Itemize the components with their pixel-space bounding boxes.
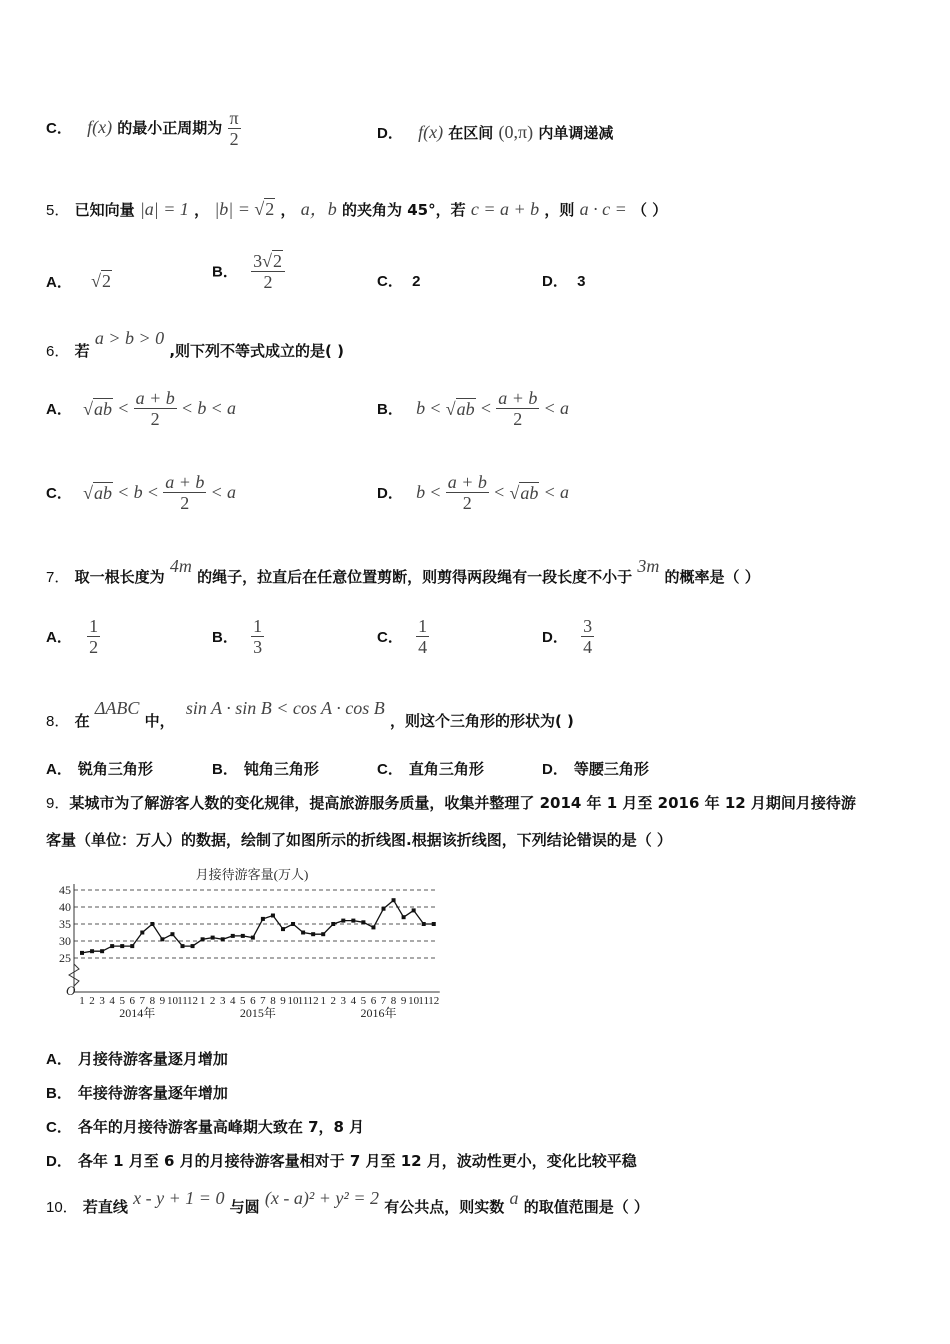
y-tick-label: 45: [59, 883, 71, 897]
x-tick-label: 12: [187, 995, 199, 1007]
math-4m: 4m: [169, 556, 192, 576]
option-label: A．: [46, 629, 72, 646]
q8-option-b[interactable]: [212, 758, 319, 779]
math-var: b: [133, 482, 143, 502]
x-tick-label: 3: [219, 995, 226, 1007]
data-point: [100, 949, 104, 953]
option-label: B．: [46, 1085, 72, 1102]
q8-option-d[interactable]: [542, 758, 649, 779]
option-label: C．: [46, 1119, 72, 1136]
data-point: [160, 937, 164, 941]
option-label: A．: [46, 1051, 72, 1068]
data-point: [191, 944, 195, 948]
q5-option-c[interactable]: [377, 270, 420, 291]
y-tick-label: 30: [59, 934, 71, 948]
math-var: b: [416, 482, 426, 502]
option-label: B．: [212, 263, 238, 281]
data-point: [392, 898, 396, 902]
x-tick-label: 2: [89, 995, 95, 1007]
y-tick-label: 25: [59, 951, 71, 965]
x-tick-label: 9: [400, 995, 407, 1007]
q6-option-c[interactable]: [46, 472, 236, 513]
data-point: [110, 944, 114, 948]
x-tick-label: 3: [340, 995, 347, 1007]
fraction-mean: $\frac{a + b}{2}$: [498, 388, 538, 429]
data-point: [311, 932, 315, 936]
math-condition: a > b > 0: [94, 328, 165, 348]
math-c-def: c = a + b: [470, 199, 540, 219]
q7-option-a[interactable]: [46, 616, 100, 657]
year-label: 2016年: [360, 1006, 397, 1020]
fraction-mean: $\frac{a + b}{2}$: [135, 388, 175, 429]
data-point: [271, 914, 275, 918]
option-text: 等腰三角形: [573, 760, 649, 778]
option-text: 钝角三角形: [243, 760, 319, 778]
q8-option-c[interactable]: [377, 758, 484, 779]
x-tick-label: 9: [280, 995, 286, 1007]
option-label: B．: [377, 401, 403, 418]
math-norm-a: |a| = 1: [139, 199, 189, 219]
math-op: <: [544, 398, 555, 418]
q6-stem: [46, 328, 344, 361]
q9-option-b[interactable]: [46, 1082, 228, 1103]
x-tick-label: 1: [199, 995, 206, 1007]
x-tick-label: 8: [390, 995, 397, 1007]
x-tick-label: 6: [370, 995, 377, 1007]
math-inequality: sin A · sin B < cos A · cos B: [185, 698, 385, 718]
x-tick-label: 9: [159, 995, 166, 1007]
x-tick-label: 1: [320, 995, 326, 1007]
data-point: [170, 932, 174, 936]
x-tick-label: 4: [350, 995, 357, 1007]
math-sqrt2: √2: [91, 271, 111, 291]
option-label: D．: [542, 761, 568, 778]
math-var: b: [197, 398, 207, 418]
x-tick-label: 10: [166, 995, 178, 1007]
q9-stem-line2: [46, 829, 672, 850]
q6-option-b[interactable]: [377, 388, 569, 429]
q5-option-a[interactable]: [46, 270, 112, 292]
stem-text: 若: [74, 342, 90, 360]
math-op: <: [211, 398, 222, 418]
data-point: [371, 925, 375, 929]
math-var: a: [227, 482, 236, 502]
question-number: 5．: [46, 202, 70, 219]
data-point: [120, 944, 124, 948]
x-tick-label: 5: [360, 995, 367, 1007]
data-point: [432, 922, 436, 926]
x-tick-label: 7: [380, 995, 387, 1007]
y-tick-label: 40: [59, 900, 71, 914]
q5-option-b[interactable]: [212, 250, 285, 292]
question-number: 7．: [46, 569, 70, 586]
q9-option-c[interactable]: [46, 1116, 364, 1137]
x-tick-label: 5: [119, 995, 125, 1007]
question-number: 10．: [46, 1199, 78, 1216]
q7-option-c[interactable]: [377, 616, 429, 657]
option-label: C．: [377, 273, 403, 290]
math-dot: a · c =: [579, 199, 627, 219]
question-number: 6．: [46, 343, 70, 360]
q7-option-d[interactable]: [542, 616, 594, 657]
x-tick-label: 7: [139, 995, 146, 1007]
option-label: A．: [46, 274, 72, 291]
option-label: D．: [377, 485, 403, 502]
data-point: [211, 936, 215, 940]
chart-title: 月接待游客量(万人): [195, 867, 309, 882]
stem-text: ，则: [544, 201, 575, 219]
fraction: $\frac{1}{3}$: [253, 616, 263, 657]
data-point: [241, 934, 245, 938]
data-point: [80, 951, 84, 955]
stem-text: 与圆: [229, 1198, 260, 1216]
question-number: 9．: [46, 795, 70, 812]
x-tick-label: 4: [230, 995, 236, 1007]
option-text: 在区间: [448, 124, 494, 142]
stem-text: ，: [280, 201, 296, 219]
x-tick-label: 2: [330, 995, 336, 1007]
fraction: $\frac{3}{4}$: [583, 616, 593, 657]
stem-text: 取一根长度为: [74, 568, 165, 586]
math-expr: √ab: [83, 398, 112, 419]
math-op: <: [430, 482, 441, 502]
math-op: <: [211, 482, 222, 502]
q5-stem: [46, 195, 667, 221]
x-tick-label: 2: [209, 995, 216, 1007]
fraction-pi-over-2: $\frac{\pi}{2}$: [229, 108, 239, 149]
stem-text: 中，: [144, 712, 175, 730]
math-var: a: [560, 482, 569, 502]
math-var: b: [416, 398, 426, 418]
question-number: 8．: [46, 713, 70, 730]
q9-option-d[interactable]: [46, 1150, 637, 1171]
math-fx: f(x): [87, 117, 113, 137]
year-label: 2015年: [239, 1006, 276, 1020]
q5-option-d[interactable]: [542, 270, 585, 291]
q6-option-d[interactable]: [377, 472, 569, 513]
data-point: [341, 919, 345, 923]
x-tick-label: 11: [177, 995, 188, 1007]
q9-option-a[interactable]: [46, 1048, 228, 1069]
data-point: [140, 931, 144, 935]
y-tick-label: 35: [59, 917, 71, 931]
fraction-mean: $\frac{a + b}{2}$: [165, 472, 205, 513]
math-op: <: [544, 482, 555, 502]
data-point: [181, 944, 185, 948]
math-var: a: [227, 398, 236, 418]
math-op: <: [118, 482, 129, 502]
data-point: [130, 944, 134, 948]
math-expr: √ab: [445, 398, 475, 419]
option-value: 2: [412, 273, 421, 290]
q7-stem: [46, 556, 760, 587]
option-text: 的最小正周期为: [117, 119, 223, 137]
math-norm-b: |b| = √2: [214, 199, 275, 219]
x-tick-label: 6: [250, 995, 256, 1007]
math-circle: (x - a)² + y² = 2: [264, 1188, 379, 1208]
x-tick-label: 12: [307, 995, 319, 1007]
data-point: [382, 907, 386, 911]
data-point: [321, 932, 325, 936]
data-point: [331, 922, 335, 926]
q7-option-b[interactable]: [212, 616, 264, 657]
option-text: 月接待游客量逐月增加: [77, 1050, 228, 1068]
math-fx: f(x): [418, 122, 444, 142]
q8-option-a[interactable]: [46, 758, 153, 779]
math-op: <: [147, 482, 158, 502]
data-point: [231, 934, 235, 938]
option-label: C．: [377, 761, 403, 778]
data-point: [301, 931, 305, 935]
data-point: [221, 937, 225, 941]
q9-stem-line1: [46, 792, 856, 813]
x-tick-label: 6: [129, 995, 135, 1007]
x-tick-label: 11: [418, 995, 429, 1007]
fraction-3sqrt2-over-2: $\frac{3√2}{2}$: [251, 250, 285, 292]
q10-stem: [46, 1188, 649, 1217]
option-value: 3: [577, 273, 586, 290]
stem-text: ，则这个三角形的形状为( ): [389, 712, 574, 730]
data-point: [291, 922, 295, 926]
option-label: D．: [46, 1153, 72, 1170]
math-var: a: [509, 1188, 519, 1208]
data-point: [422, 922, 426, 926]
stem-text: 的绳子，拉直后在任意位置剪断，则剪得两段绳有一段长度不小于: [197, 568, 633, 586]
math-var: a: [560, 398, 569, 418]
data-point: [351, 919, 355, 923]
data-point: [261, 917, 265, 921]
option-label: A．: [46, 401, 72, 418]
x-tick-label: 1: [79, 995, 85, 1007]
option-label: A．: [46, 761, 72, 778]
x-tick-label: 4: [109, 995, 115, 1007]
fraction: $\frac{1}{4}$: [418, 616, 428, 657]
option-text: 锐角三角形: [77, 760, 153, 778]
chart-origin-label: O: [66, 983, 76, 998]
answer-blank: （ ）: [632, 201, 668, 219]
math-expr: √ab: [83, 482, 112, 503]
option-text: 各年的月接待游客量高峰期大致在 7，8 月: [77, 1118, 365, 1136]
stem-text: ,则下列不等式成立的是( ): [169, 342, 344, 360]
option-label: C．: [46, 120, 72, 137]
stem-text: ，: [194, 201, 210, 219]
stem-text: 有公共点，则实数: [384, 1198, 505, 1216]
data-point: [251, 936, 255, 940]
q8-stem: [46, 698, 574, 731]
math-op: <: [430, 398, 441, 418]
x-tick-label: 5: [240, 995, 246, 1007]
option-text: 直角三角形: [408, 760, 484, 778]
stem-text: 的夹角为 45°，若: [342, 201, 466, 219]
q4-option-d[interactable]: [377, 122, 613, 143]
year-label: 2014年: [119, 1006, 156, 1020]
x-tick-label: 10: [287, 995, 299, 1007]
math-op: <: [181, 398, 193, 418]
math-triangle: ΔABC: [94, 698, 140, 718]
math-expr: √ab: [509, 482, 539, 503]
x-tick-label: 7: [260, 995, 266, 1007]
math-line: x - y + 1 = 0: [133, 1188, 225, 1208]
x-tick-label: 10: [408, 995, 420, 1007]
data-point: [412, 908, 416, 912]
data-point: [90, 949, 94, 953]
data-point: [201, 937, 205, 941]
option-text: 各年 1 月至 6 月的月接待游客量相对于 7 月至 12 月，波动性更小，变化比较平稳: [77, 1152, 637, 1170]
option-text: 年接待游客量逐年增加: [77, 1084, 228, 1102]
q6-option-a[interactable]: [46, 388, 236, 429]
stem-text: 某城市为了解游客人数的变化规律，提高旅游服务质量，收集并整理了 2014 年 1 月至 2016 年 12 月期间月接待游: [69, 794, 856, 812]
option-text: 内单调递减: [538, 124, 614, 142]
option-label: B．: [212, 629, 238, 646]
math-3m: 3m: [637, 556, 660, 576]
data-point: [402, 915, 406, 919]
option-label: D．: [542, 273, 568, 290]
visitor-line-chart: [56, 860, 446, 1020]
x-tick-label: 11: [297, 995, 309, 1007]
data-point: [150, 922, 154, 926]
stem-text: 若直线: [82, 1198, 128, 1216]
stem-text: 在: [74, 712, 90, 730]
math-op: <: [480, 398, 491, 418]
option-label: D．: [377, 125, 403, 142]
stem-text: 客量（单位：万人）的数据，绘制了如图所示的折线图.根据该折线图，下列结论错误的是（ ）: [46, 831, 672, 849]
x-tick-label: 3: [99, 995, 105, 1007]
stem-text: 已知向量: [74, 201, 135, 219]
x-tick-label: 8: [270, 995, 276, 1007]
math-op: <: [118, 398, 129, 418]
option-label: C．: [377, 629, 403, 646]
fraction-mean: $\frac{a + b}{2}$: [447, 472, 487, 513]
data-point: [361, 920, 365, 924]
series-line: [82, 900, 434, 953]
x-tick-label: 12: [428, 995, 440, 1007]
math-op: <: [494, 482, 505, 502]
y-axis-ticks: [59, 883, 71, 965]
q4-option-c[interactable]: [46, 108, 241, 149]
data-point: [281, 927, 285, 931]
stem-text: 的取值范围是（ ）: [523, 1198, 649, 1216]
fraction: $\frac{1}{2}$: [89, 616, 99, 657]
option-label: B．: [212, 761, 238, 778]
math-ab: a，b: [300, 199, 337, 219]
x-axis-ticks: [79, 995, 439, 1020]
option-label: C．: [46, 485, 72, 502]
x-tick-label: 8: [149, 995, 156, 1007]
option-label: D．: [542, 629, 568, 646]
math-interval: (0,π): [498, 122, 534, 142]
stem-text: 的概率是（ ）: [664, 568, 760, 586]
